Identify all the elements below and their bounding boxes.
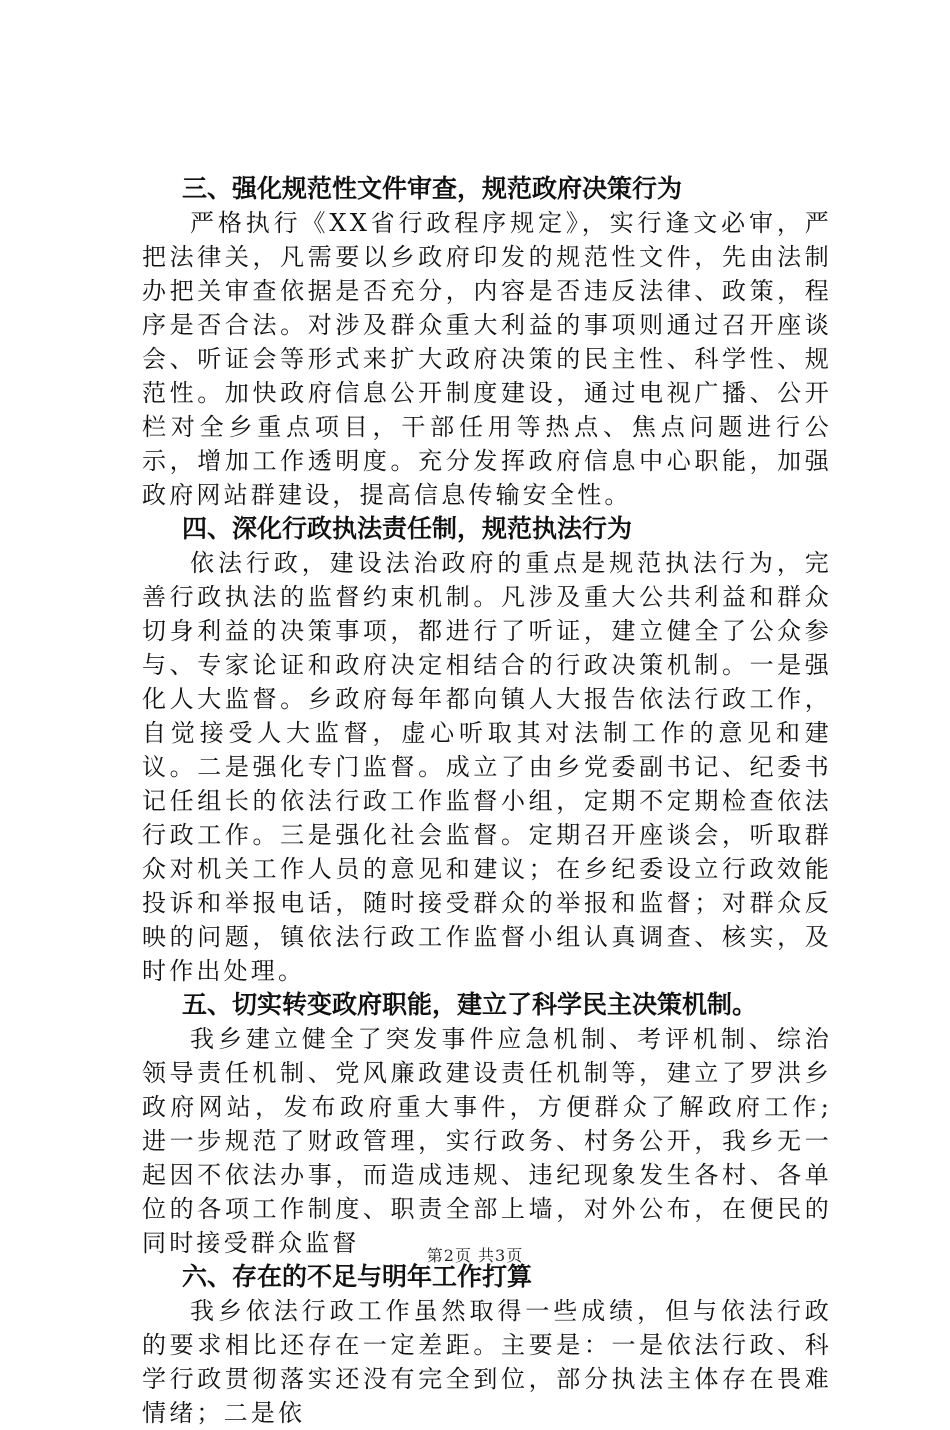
section-heading: 四、深化行政执法责任制，规范执法行为 bbox=[182, 514, 633, 543]
section-heading: 三、强化规范性文件审查，规范政府决策行为 bbox=[182, 174, 683, 203]
document-body bbox=[142, 172, 832, 1430]
section-paragraph: 我乡依法行政工作虽然取得一些成绩，但与依法行政的要求相比还存在一定差距。主要是：一是依法行政、科学行政贯彻落实还没有完全到位，部分执法主体存在畏难情绪；二是依 bbox=[142, 1297, 832, 1427]
page-number-footer: 第2页 共3页 bbox=[426, 1246, 524, 1265]
section-paragraph: 严格执行《XX省行政程序规定》，实行逢文必审，严把法律关，凡需要以乡政府印发的规范性文件，先由法制办把关审查依据是否充分，内容是否违反法律、政策，程序是否合法。对涉及群众重大利益的事项则通过召开座谈会、听证会等形式来扩大政府决策的民主性、科学性、规范性。加快政府信息公开制度建设，通过电视广播、公开栏对全乡重点项目，干部任用等热点、焦点问题进行公示，增加工作透明度。充分发挥政府信息中心职能，加强政府网站群建设，提高信息传输安全性。 bbox=[142, 209, 832, 509]
section-paragraph: 依法行政，建设法治政府的重点是规范执法行为，完善行政执法的监督约束机制。凡涉及重大公共利益和群众切身利益的决策事项，都进行了听证，建立健全了公众参与、专家论证和政府决定相结合的行政决策机制。一是强化人大监督。乡政府每年都向镇人大报告依法行政工作，自觉接受人大监督，虚心听取其对法制工作的意见和建议。二是强化专门监督。成立了由乡党委副书记、纪委书记任组长的依法行政工作监督小组，定期不定期检查依法行政工作。三是强化社会监督。定期召开座谈会，听取群众对机关工作人员的意见和建议；在乡纪委设立行政效能投诉和举报电话，随时接受群众的举报和监督；对群众反映的问题，镇依法行政工作监督小组认真调查、核实，及时作出处理。 bbox=[142, 549, 832, 985]
section-paragraph: 我乡建立健全了突发事件应急机制、考评机制、综治领导责任机制、党风廉政建设责任机制等，建立了罗洪乡政府网站，发布政府重大事件，方便群众了解政府工作;进一步规范了财政管理，实行政务、村务公开，我乡无一起因不依法办事，而造成违规、违纪现象发生各村、各单位的各项工作制度、职责全部上墙，对外公布，在便民的同时接受群众监督 bbox=[142, 1025, 832, 1257]
section-heading: 五、切实转变政府职能，建立了科学民主决策机制。 bbox=[182, 990, 758, 1019]
section-heading: 六、存在的不足与明年工作打算 bbox=[182, 1262, 533, 1291]
